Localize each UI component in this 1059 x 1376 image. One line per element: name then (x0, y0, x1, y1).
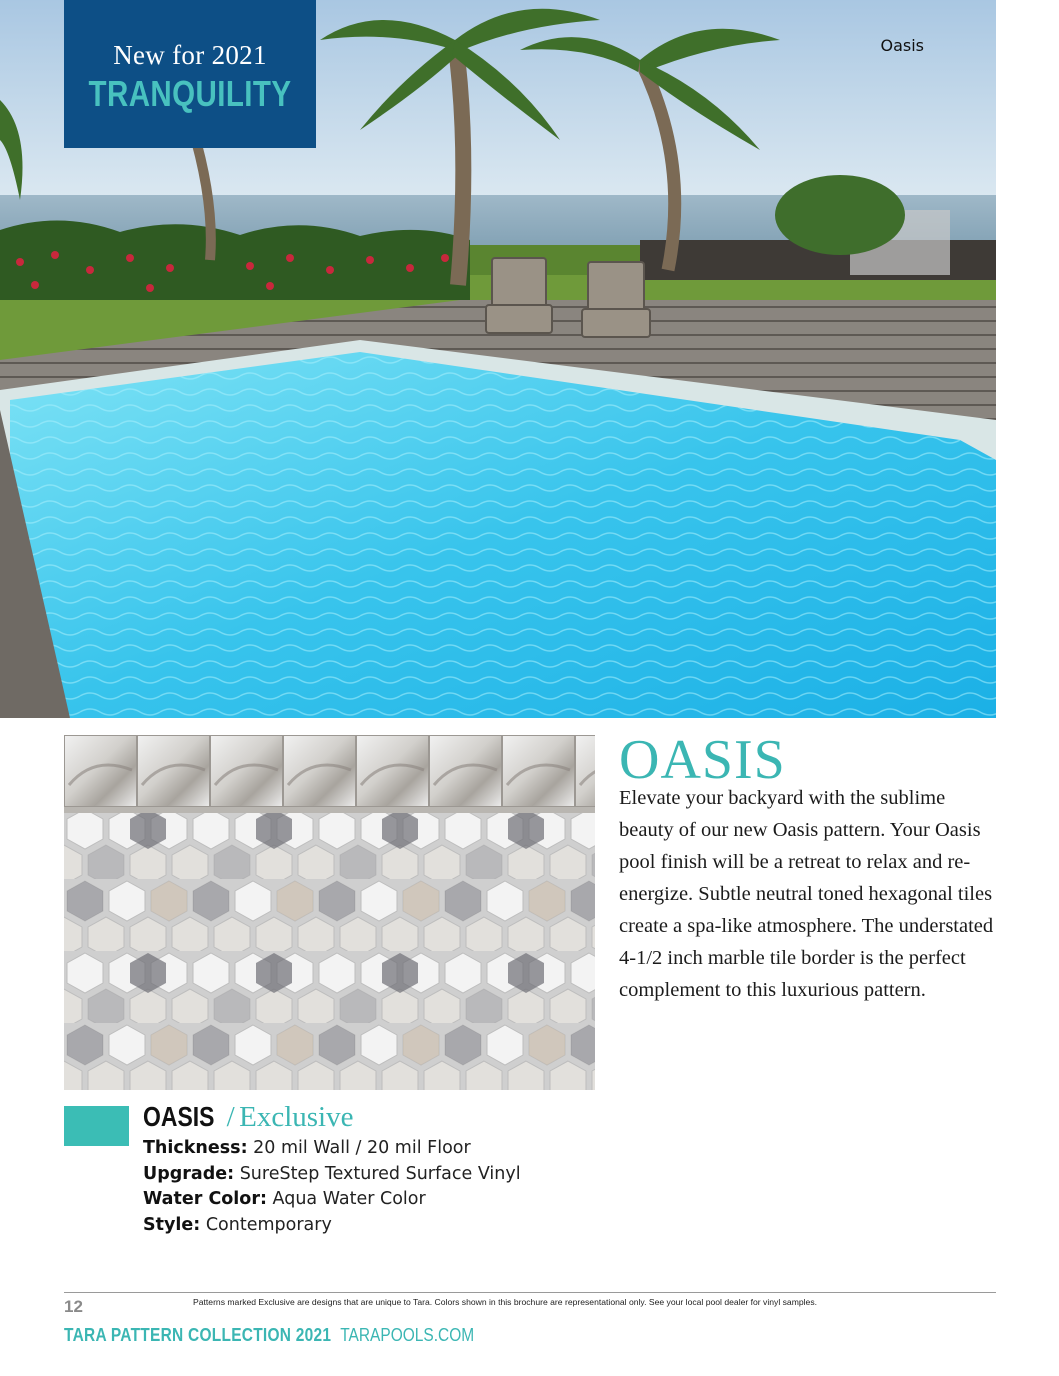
spec-list (143, 1136, 521, 1238)
spec-row-water-color (143, 1187, 521, 1213)
footer-brand: TARA PATTERN COLLECTION 2021 (64, 1325, 332, 1345)
oasis-pattern-swatch (64, 735, 595, 1090)
footer-divider (64, 1292, 996, 1293)
spec-label: Water Color: (143, 1189, 267, 1209)
spec-value: Contemporary (205, 1214, 332, 1235)
spec-row-upgrade (143, 1162, 521, 1188)
spec-heading (143, 1101, 353, 1134)
footer-brand-line (64, 1325, 474, 1346)
photo-corner-label: Oasis (880, 36, 924, 55)
badge-collection-name: TRANQUILITY (88, 73, 292, 114)
spec-row-thickness (143, 1136, 521, 1162)
spec-pattern-name: OASIS (143, 1101, 215, 1132)
page-number: 12 (64, 1297, 83, 1316)
footer-disclaimer: Patterns marked Exclusive are designs that are unique to Tara. Colors shown in this brochure are representational only. See your local pool dealer for vinyl samples. (193, 1297, 818, 1307)
spec-row-style (143, 1213, 521, 1239)
pattern-title: OASIS (619, 729, 786, 791)
spec-label: Style: (143, 1214, 201, 1235)
hero-pool-photo (0, 0, 996, 718)
spec-separator: / (226, 1101, 235, 1133)
spec-label: Thickness: (143, 1138, 248, 1158)
hex-tile-swatch-illustration (64, 735, 595, 1090)
spec-accent-bar (64, 1106, 129, 1146)
footer-website-link[interactable]: TARAPOOLS.COM (340, 1325, 475, 1345)
spec-value: Aqua Water Color (272, 1189, 426, 1209)
spec-value: SureStep Textured Surface Vinyl (239, 1163, 521, 1184)
new-for-2021-badge (64, 0, 316, 148)
spec-value: 20 mil Wall / 20 mil Floor (253, 1138, 471, 1158)
pattern-description: Elevate your backyard with the sublime beauty of our new Oasis pattern. Your Oasis pool finish will be a retreat to relax and re-energize. Subtle neutral toned hexagonal tiles create a spa-like atmosphere. The understated 4-1/2 inch marble tile border is the perfect complement to this luxurious pattern. (619, 787, 994, 1001)
badge-year-text: New for 2021 (113, 40, 267, 70)
spec-pattern-type: Exclusive (239, 1101, 354, 1133)
spec-label: Upgrade: (143, 1163, 235, 1184)
